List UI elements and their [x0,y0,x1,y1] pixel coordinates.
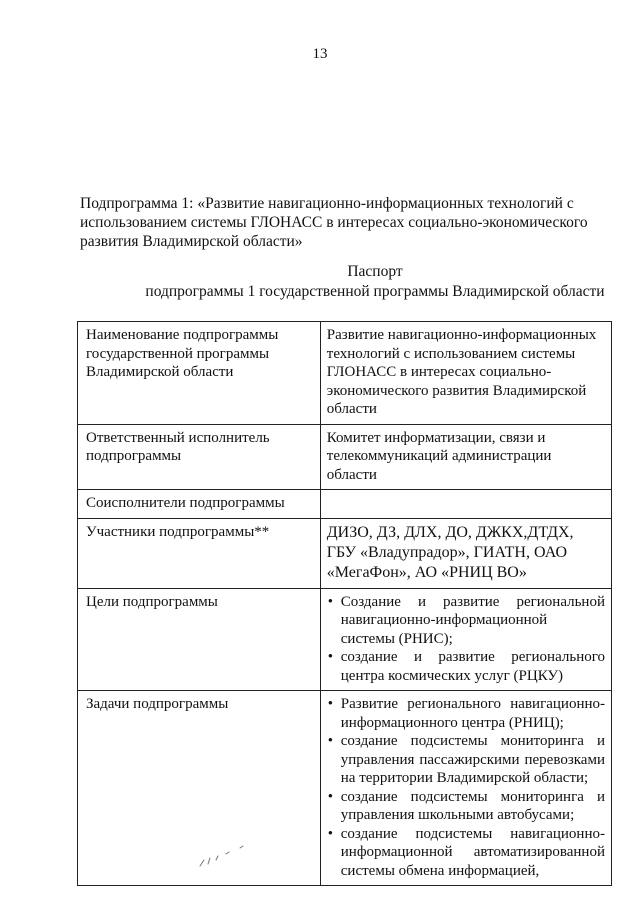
row-value-name: Развитие навигационно-информационных технологий с использованием системы ГЛОНАСС в интересах социально-экономического развития Владимирской области [320,322,611,425]
bullet-icon: • [327,593,334,610]
list-item [327,695,605,732]
bullet-icon: • [327,825,334,842]
list-item [327,825,605,881]
passport-table [77,321,612,886]
bullet-icon: • [327,649,334,665]
row-label-tasks: Задачи подпрограммы [78,691,321,886]
row-value-goals [320,588,611,691]
bullet-icon: • [327,733,334,749]
table-row [78,691,612,886]
table-row [78,322,612,425]
bullet-icon: • [327,696,334,712]
row-value-responsible: Комитет информатизации, связи и телекоммуникаций администрации области [320,424,611,490]
goal-text: Создание и развитие региональной навигационно-информационной системы (РНИС); [340,593,605,647]
table-row [78,588,612,691]
table-row [78,490,612,519]
row-value-coexecutors [320,490,611,519]
task-text: создание подсистемы навигационно-информационной автоматизированной системы обмена информацией, [340,825,605,879]
page-number: 13 [312,46,328,62]
list-item [327,593,605,649]
list-item [327,648,605,685]
table-row [78,518,612,588]
passport-heading-line2: подпрограммы 1 государственной программы Владимирской области [145,283,605,300]
task-text: создание подсистемы мониторинга и управления школьными автобусами; [340,788,605,823]
row-label-participants: Участники подпрограммы** [78,518,321,588]
table-row [78,424,612,490]
passport-heading [80,262,640,302]
row-label-coexecutors: Соисполнители подпрограммы [78,490,321,519]
bullet-icon: • [327,788,334,805]
row-value-tasks [320,691,611,886]
tasks-list [327,695,605,880]
row-label-name: Наименование подпрограммы государственной программы Владимирской области [78,322,321,425]
task-text: Развитие регионального навигационно-информационного центра (РНИЦ); [340,696,605,731]
passport-heading-line1: Паспорт [347,263,403,280]
row-value-participants: ДИЗО, ДЗ, ДЛХ, ДО, ДЖКХ,ДТДХ, ГБУ «Владупрадор», ГИАТН, ОАО «МегаФон», АО «РНИЦ ВО» [320,518,611,588]
goal-text: создание и развитие регионального центра космических услуг (РЦКУ) [340,649,605,684]
subprogram-title: Подпрограмма 1: «Развитие навигационно-информационных технологий с использованием системы ГЛОНАСС в интересах социально-экономического развития Владимирской области» [80,195,588,250]
pen-mark-icon [196,840,256,870]
row-label-goals: Цели подпрограммы [78,588,321,691]
list-item [327,788,605,825]
task-text: создание подсистемы мониторинга и управления пассажирскими перевозками на территории Владимирской области; [340,733,605,786]
row-label-responsible: Ответственный исполнитель подпрограммы [78,424,321,490]
list-item [327,732,605,788]
goals-list [327,593,605,686]
